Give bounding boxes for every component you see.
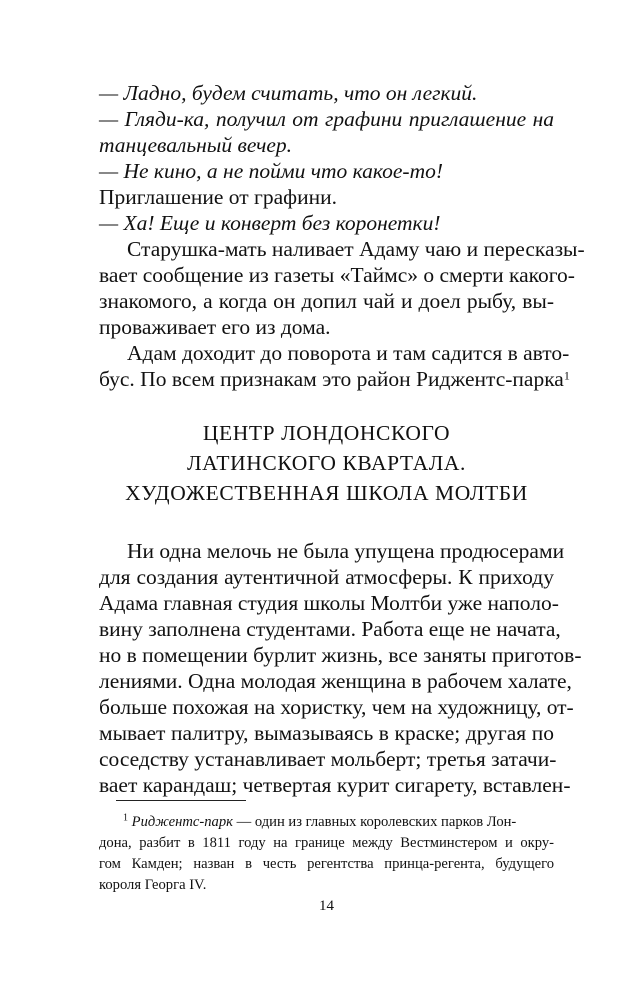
paragraph-line: лениями. Одна молодая женщина в рабочем халате, — [99, 669, 572, 693]
footnote-number: 1 — [123, 812, 128, 824]
paragraph-line: для создания аутентичной атмосферы. К приходу — [99, 565, 554, 589]
footnote-line — [99, 812, 554, 833]
footnote-line: дона, разбит в 1811 году на границе между Вестминстером и окру- — [99, 835, 554, 851]
page-number: 14 — [319, 898, 334, 914]
paragraph-line: вает сообщение из газеты «Таймс» о смерти какого- — [99, 263, 575, 287]
paragraph-line-text: бус. По всем признакам это район Риджентс-парка — [99, 367, 564, 391]
footnote-line: короля Георга IV. — [99, 877, 207, 893]
text-line: Приглашение от графини. — [99, 185, 337, 209]
footnote-text: — один из главных королевских парков Лон- — [232, 814, 517, 830]
dialogue-line: — Не кино, а не пойми что какое-то! — [99, 159, 444, 183]
footnote-rule — [116, 800, 246, 801]
dialogue-line: — Гляди-ка, получил от графини приглашение на — [99, 107, 554, 131]
paragraph-line: больше похожая на хористку, чем на художницу, от- — [99, 695, 574, 719]
footnote-term: Риджентс-парк — [131, 814, 233, 830]
paragraph-line: но в помещении бурлит жизнь, все заняты приготов- — [99, 643, 582, 667]
paragraph-line: проваживает его из дома. — [99, 315, 331, 339]
dialogue-line: — Ладно, будем считать, что он легкий. — [99, 81, 478, 105]
footnote-marker: 1 — [563, 368, 570, 383]
paragraph-line: Ни одна мелочь не была упущена продюсерами — [127, 539, 565, 563]
paragraph-line: Адама главная студия школы Молтби уже наполо- — [99, 591, 559, 615]
paragraph-line: соседству устанавливает мольберт; третья затачи- — [99, 747, 557, 771]
paragraph-line: вину заполнена студентами. Работа еще не начата, — [99, 617, 561, 641]
paragraph-line: вает карандаш; четвертая курит сигарету, вставлен- — [99, 773, 571, 797]
section-heading-line: ХУДОЖЕСТВЕННАЯ ШКОЛА МОЛТБИ — [125, 481, 528, 505]
dialogue-line: танцевальный вечер. — [99, 133, 292, 157]
paragraph-line: Старушка-мать наливает Адаму чаю и пересказы- — [127, 237, 585, 261]
paragraph-line: знакомого, а когда он допил чай и доел рыбу, вы- — [99, 289, 554, 313]
section-heading-line: ЦЕНТР ЛОНДОНСКОГО — [202, 421, 451, 445]
dialogue-line: — Ха! Еще и конверт без коронетки! — [99, 211, 441, 235]
paragraph-line: Адам доходит до поворота и там садится в авто- — [127, 341, 570, 365]
paragraph-line: мывает палитру, вымазываясь в краске; другая по — [99, 721, 554, 745]
paragraph-line — [99, 366, 570, 392]
footnote-line: гом Камден; назван в честь регентства принца-регента, будущего — [99, 856, 554, 872]
section-heading-line: ЛАТИНСКОГО КВАРТАЛА. — [186, 451, 467, 475]
